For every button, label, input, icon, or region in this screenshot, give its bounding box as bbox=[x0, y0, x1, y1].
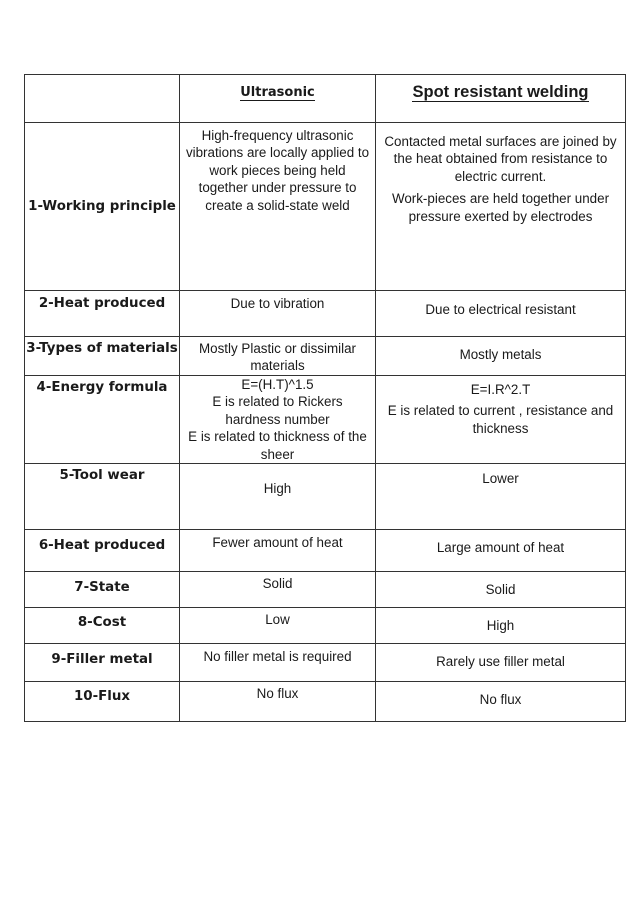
table-row bbox=[25, 375, 626, 463]
header-blank-cell bbox=[25, 75, 180, 123]
spot-text: Mostly metals bbox=[459, 347, 542, 362]
ultrasonic-formula: E=(H.T)^1.5 bbox=[241, 376, 314, 392]
spot-cell bbox=[376, 337, 626, 376]
ultrasonic-text: Low bbox=[265, 611, 290, 627]
table-header-row bbox=[25, 75, 626, 123]
spot-cell bbox=[376, 375, 626, 463]
table-row bbox=[25, 463, 626, 529]
spot-cell bbox=[376, 529, 626, 571]
ultrasonic-text: E is related to thickness of the sheer bbox=[188, 429, 367, 462]
criterion-cell: 2-Heat produced bbox=[25, 291, 180, 337]
ultrasonic-text: E is related to Rickers hardness number bbox=[212, 394, 343, 427]
table-row bbox=[25, 607, 626, 643]
criterion-cell: 3-Types of materials bbox=[25, 337, 180, 376]
table-row bbox=[25, 123, 626, 291]
ultrasonic-text: High bbox=[263, 480, 292, 496]
criterion-cell: 1-Working principle bbox=[25, 123, 180, 291]
spot-text: Lower bbox=[482, 470, 519, 486]
header-spot-welding: Spot resistant welding bbox=[412, 83, 589, 101]
table-row bbox=[25, 337, 626, 376]
ultrasonic-cell bbox=[180, 337, 376, 376]
table-row bbox=[25, 643, 626, 681]
table-row bbox=[25, 529, 626, 571]
criterion-cell: 10-Flux bbox=[25, 681, 180, 721]
ultrasonic-cell bbox=[180, 529, 376, 571]
spot-text: Due to electrical resistant bbox=[425, 302, 576, 317]
ultrasonic-text: High-frequency ultrasonic vibrations are locally applied to work pieces being held together under pressure to create a solid-state weld bbox=[185, 128, 370, 213]
criterion-cell: 4-Energy formula bbox=[25, 375, 180, 463]
ultrasonic-cell bbox=[180, 463, 376, 529]
table-row bbox=[25, 571, 626, 607]
spot-cell bbox=[376, 643, 626, 681]
ultrasonic-cell bbox=[180, 571, 376, 607]
spot-cell bbox=[376, 123, 626, 291]
spot-text: Rarely use filler metal bbox=[436, 653, 565, 669]
ultrasonic-text: Solid bbox=[262, 575, 293, 591]
ultrasonic-cell bbox=[180, 291, 376, 337]
criterion-cell: 6-Heat produced bbox=[25, 529, 180, 571]
ultrasonic-text: Mostly Plastic or dissimilar materials bbox=[199, 341, 356, 374]
spot-cell bbox=[376, 571, 626, 607]
ultrasonic-text: No flux bbox=[256, 685, 299, 701]
spot-text: Large amount of heat bbox=[436, 539, 565, 555]
criterion-cell: 8-Cost bbox=[25, 607, 180, 643]
criterion-cell: 5-Tool wear bbox=[25, 463, 180, 529]
spot-text: No flux bbox=[479, 691, 522, 707]
spot-cell bbox=[376, 463, 626, 529]
ultrasonic-cell bbox=[180, 681, 376, 721]
spot-extra-text: E is related to current , resistance and thickness bbox=[387, 403, 614, 436]
spot-cell bbox=[376, 607, 626, 643]
ultrasonic-cell bbox=[180, 123, 376, 291]
header-ultrasonic: Ultrasonic bbox=[240, 85, 315, 100]
spot-cell bbox=[376, 681, 626, 721]
criterion-cell: 7-State bbox=[25, 571, 180, 607]
ultrasonic-text: Due to vibration bbox=[230, 296, 325, 311]
ultrasonic-text: Fewer amount of heat bbox=[212, 534, 343, 550]
comparison-table bbox=[24, 74, 626, 722]
spot-text: Solid bbox=[485, 581, 516, 597]
spot-text: High bbox=[486, 617, 515, 633]
header-spot-cell bbox=[376, 75, 626, 123]
criterion-cell: 9-Filler metal bbox=[25, 643, 180, 681]
ultrasonic-cell bbox=[180, 607, 376, 643]
ultrasonic-cell bbox=[180, 375, 376, 463]
table-row bbox=[25, 681, 626, 721]
spot-formula: E=I.R^2.T bbox=[470, 381, 531, 397]
table-row bbox=[25, 291, 626, 337]
spot-cell bbox=[376, 291, 626, 337]
spot-extra-text: Work-pieces are held together under pressure exerted by electrodes bbox=[391, 191, 610, 224]
header-ultrasonic-cell bbox=[180, 75, 376, 123]
ultrasonic-cell bbox=[180, 643, 376, 681]
ultrasonic-text: No filler metal is required bbox=[203, 648, 352, 664]
spot-text: Contacted metal surfaces are joined by the heat obtained from resistance to electric current. bbox=[384, 134, 617, 184]
